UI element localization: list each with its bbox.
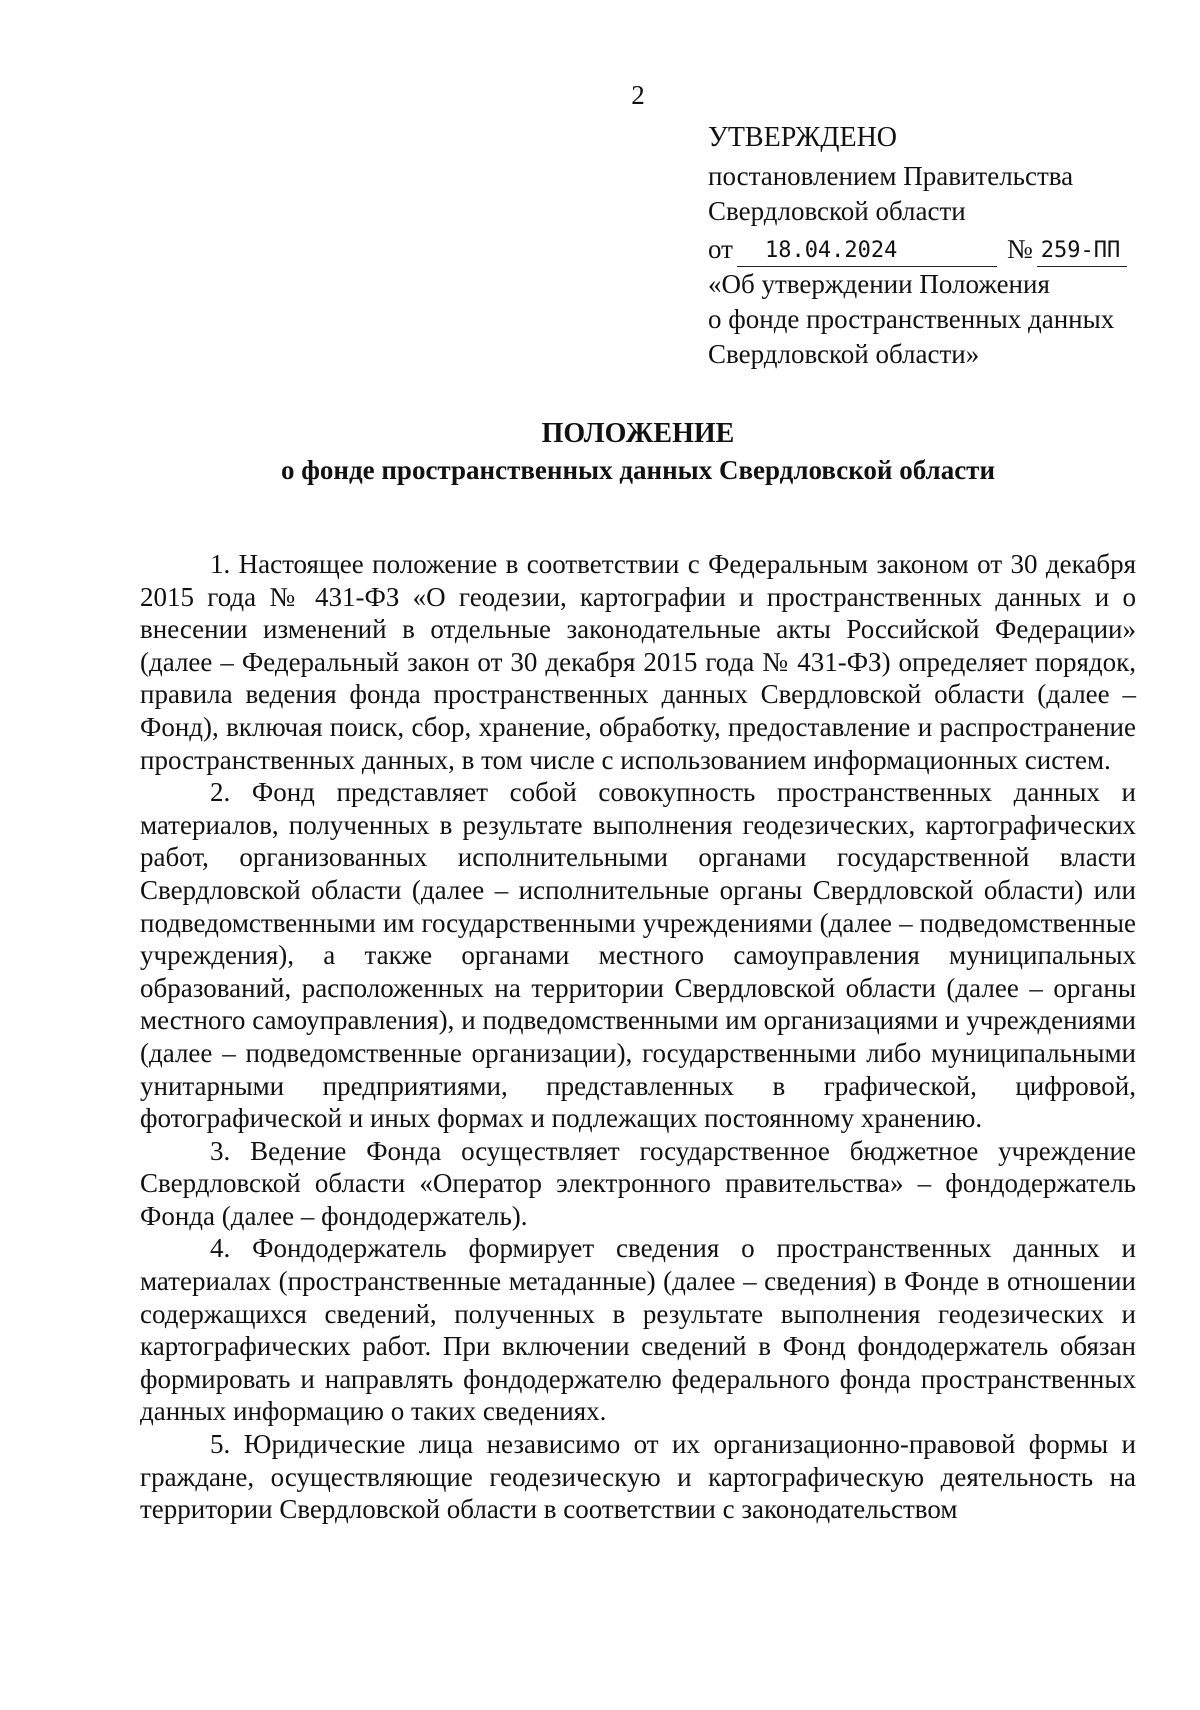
document-heading: ПОЛОЖЕНИЕ [541, 418, 735, 449]
document-title [140, 416, 1136, 488]
date-label: от [708, 234, 733, 264]
registration-date: 18.04.2024 [737, 238, 997, 267]
subject-line-2: о фонде пространственных данных [708, 304, 1115, 334]
number-label: № [1006, 234, 1033, 264]
registration-number: 259-ПП [1037, 238, 1127, 267]
approval-stamp [708, 120, 1148, 372]
approved-word: УТВЕРЖДЕНО [708, 122, 898, 153]
paragraph-3: 3. Ведение Фонда осуществляет государственное бюджетное учреждение Свердловской области «Оператор электронного правительства» – фондодержатель Фонда (далее – фондодержатель). [140, 1135, 1136, 1231]
page-number: 2 [631, 80, 645, 110]
subject-line-1: «Об утверждении Положения [708, 269, 1050, 299]
document-body [140, 548, 1136, 1526]
paragraph-4: 4. Фондодержатель формирует сведения о пространственных данных и материалах (пространственные метаданные) (далее – сведения) в Фонде в отношении содержащихся сведений, полученных в результате выполнения геодезических и картографических работ. При включении сведений в Фонд фондодержатель обязан формировать и направлять фондодержателю федерального фонда пространственных данных информацию о таких сведениях. [140, 1233, 1136, 1427]
paragraph-2: 2. Фонд представляет собой совокупность пространственных данных и материалов, полученных в результате выполнения геодезических, картографических работ, организованных исполнительными органами государственной власти Свердловской области (далее – исполнительные органы Свердловской области) или подведомственными им государственными учреждениями (далее – подведомственные учреждения), а также органами местного самоуправления муниципальных образований, расположенных на территории Свердловской области (далее – органы местного самоуправления), и подведомственными им организациями и учреждениями (далее – подведомственные организации), государственными либо муниципальными унитарными предприятиями, представленных в графической, цифровой, фотографической и иных формах и подлежащих постоянному хранению. [140, 777, 1136, 1134]
approval-line-1: постановлением Правительства [708, 161, 1074, 191]
document-subheading: о фонде пространственных данных Свердловской области [281, 455, 995, 485]
paragraph-1: 1. Настоящее положение в соответствии с Федеральным законом от 30 декабря 2015 года № 431-ФЗ «О геодезии, картографии и пространственных данных и о внесении изменений в отдельные законодательные акты Российской Федерации» (далее – Федеральный закон от 30 декабря 2015 года № 431-ФЗ) определяет порядок, правила ведения фонда пространственных данных Свердловской области (далее – Фонд), включая поиск, сбор, хранение, обработку, предоставление и распространение пространственных данных, в том числе с использованием информационных систем. [140, 549, 1136, 775]
registration-line [708, 229, 1148, 267]
paragraph-5: 5. Юридические лица независимо от их организационно-правовой формы и граждане, осуществляющие геодезическую и картографическую деятельность на территории Свердловской области в соответствии с законодательством [140, 1429, 1136, 1525]
approval-line-2: Свердловской области [708, 196, 966, 226]
subject-line-3: Свердловской области» [708, 339, 980, 369]
